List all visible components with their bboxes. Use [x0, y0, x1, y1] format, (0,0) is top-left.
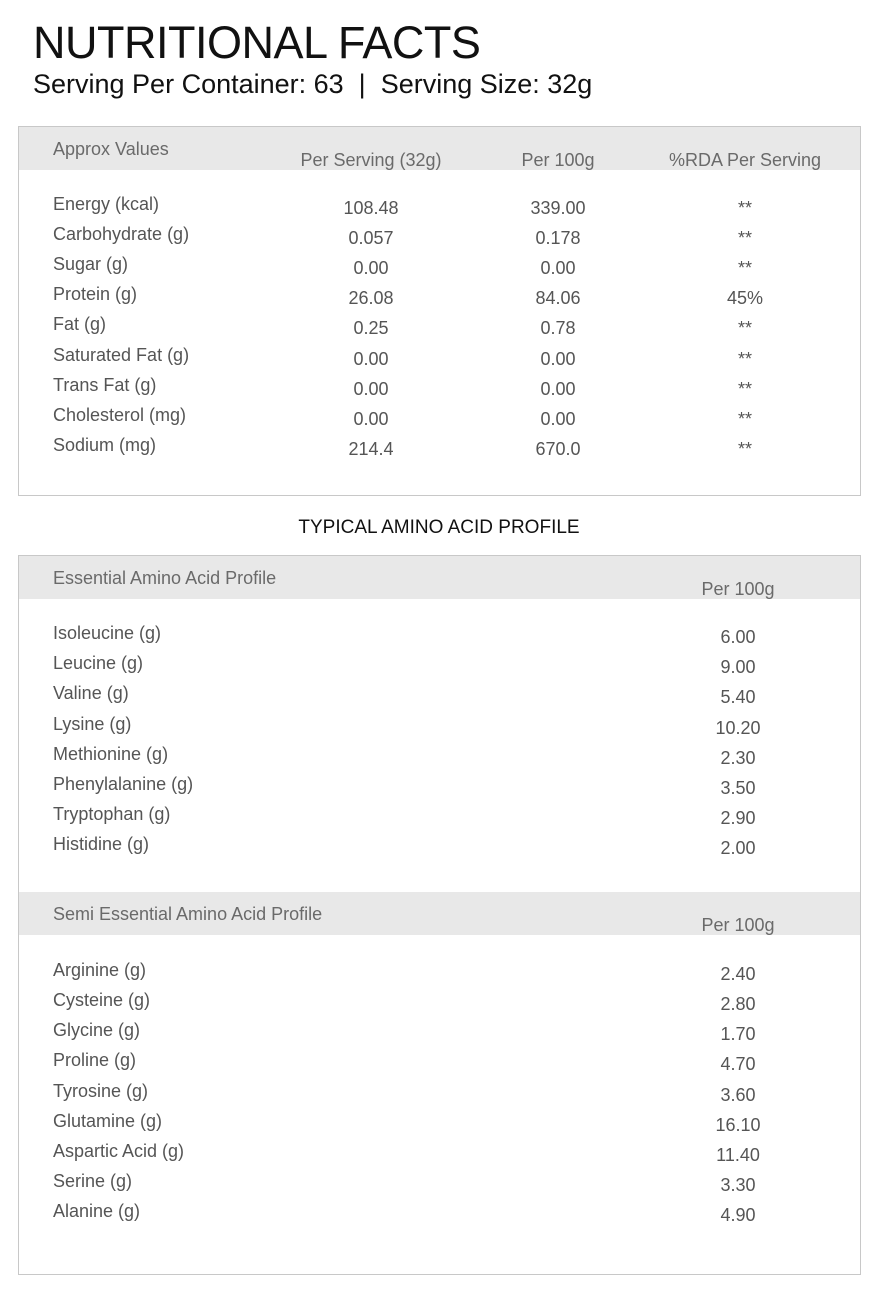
nutrition-row — [19, 279, 860, 309]
essential-amino-row — [19, 618, 860, 648]
nutrient-name: Cholesterol (mg) — [53, 404, 187, 425]
nutrition-row — [19, 430, 860, 460]
amino-acid-value: 5.40 — [720, 687, 756, 708]
per-serving-value: 0.25 — [353, 318, 389, 339]
amino-acid-name: Leucine (g) — [53, 653, 144, 674]
semi-essential-amino-row — [19, 1136, 860, 1166]
nutrition-row — [19, 189, 860, 219]
amino-acid-name: Histidine (g) — [53, 834, 150, 855]
amino-acid-name: Isoleucine (g) — [53, 623, 162, 643]
nutrition-row — [19, 219, 860, 249]
amino-acid-value: 6.00 — [720, 627, 756, 647]
amino-acid-name: Glycine (g) — [53, 1020, 141, 1041]
nutrition-row — [19, 309, 860, 339]
rda-value: ** — [738, 318, 753, 339]
amino-acid-value: 9.00 — [720, 657, 756, 678]
semi-essential-amino-row — [19, 1015, 860, 1045]
amino-acid-value: 2.30 — [720, 747, 756, 768]
per-100g-value: 0.00 — [540, 348, 576, 369]
per-100g-value: 0.78 — [540, 318, 576, 339]
per-100g-value: 339.00 — [530, 198, 586, 218]
column-header-per-serving: Per Serving (32g) — [300, 150, 442, 170]
amino-acid-value: 3.30 — [720, 1175, 756, 1196]
nutrient-name: Protein (g) — [53, 284, 138, 305]
per-100g-value: 0.00 — [540, 258, 576, 279]
amino-acid-value: 10.20 — [715, 717, 761, 738]
essential-header — [19, 556, 860, 599]
semi-essential-amino-row — [19, 1196, 860, 1226]
per-100g-value: 0.178 — [535, 228, 581, 249]
per-serving-value: 0.057 — [348, 228, 394, 249]
per-100g-value: 0.00 — [540, 408, 576, 429]
semi-essential-amino-row — [19, 985, 860, 1015]
rda-value: ** — [738, 258, 753, 279]
amino-acid-value: 4.90 — [720, 1205, 756, 1226]
nutrient-name: Carbohydrate (g) — [53, 224, 190, 245]
amino-acid-value: 3.60 — [720, 1084, 756, 1105]
nutrition-table — [18, 126, 861, 496]
per-100g-value: 84.06 — [535, 288, 581, 309]
essential-amino-row — [19, 648, 860, 678]
semi-essential-header-label: Semi Essential Amino Acid Profile — [53, 904, 323, 924]
amino-acid-name: Aspartic Acid (g) — [53, 1140, 185, 1161]
amino-acid-name: Cysteine (g) — [53, 990, 151, 1011]
per-serving-value: 0.00 — [353, 258, 389, 279]
semi-essential-header — [19, 892, 860, 935]
semi-essential-header-per-100g: Per 100g — [701, 915, 775, 935]
per-serving-value: 108.48 — [343, 198, 399, 218]
column-header-approx-values: Approx Values — [53, 139, 169, 159]
rda-value: ** — [738, 348, 753, 369]
amino-acid-value: 2.40 — [720, 964, 756, 984]
page-title: NUTRITIONAL FACTS — [33, 17, 481, 68]
per-serving-value: 0.00 — [353, 408, 389, 429]
per-100g-value: 670.0 — [535, 438, 581, 459]
amino-acid-value: 16.10 — [715, 1114, 761, 1135]
amino-acid-name: Alanine (g) — [53, 1201, 141, 1222]
nutrient-name: Saturated Fat (g) — [53, 344, 190, 365]
nutrient-name: Sodium (mg) — [53, 434, 157, 455]
amino-acid-name: Phenylalanine (g) — [53, 774, 194, 794]
amino-acid-name: Glutamine (g) — [53, 1110, 163, 1131]
amino-acid-name: Valine (g) — [53, 683, 129, 704]
rda-value: ** — [738, 228, 753, 249]
column-header-rda: %RDA Per Serving — [668, 150, 822, 170]
essential-header-label: Essential Amino Acid Profile — [53, 568, 277, 588]
essential-amino-row — [19, 678, 860, 708]
amino-acid-name: Tyrosine (g) — [53, 1080, 149, 1101]
essential-amino-row — [19, 829, 860, 859]
nutrition-row — [19, 249, 860, 279]
amino-acid-name: Serine (g) — [53, 1171, 133, 1192]
nutrition-row — [19, 340, 860, 370]
column-header-per-100g: Per 100g — [521, 150, 595, 170]
nutrient-name: Sugar (g) — [53, 254, 129, 275]
amino-acid-table — [18, 555, 861, 1275]
nutrition-table-header — [19, 127, 860, 170]
semi-essential-amino-row — [19, 955, 860, 985]
amino-acid-value: 11.40 — [716, 1144, 760, 1165]
rda-value: ** — [738, 378, 753, 399]
amino-acid-name: Proline (g) — [53, 1050, 137, 1071]
essential-header-per-100g: Per 100g — [701, 579, 775, 599]
nutrient-name: Fat (g) — [53, 314, 107, 335]
semi-essential-amino-row — [19, 1045, 860, 1075]
amino-acid-value: 1.70 — [720, 1024, 756, 1045]
semi-essential-amino-row — [19, 1076, 860, 1106]
per-serving-value: 26.08 — [348, 288, 394, 309]
amino-acid-value: 3.50 — [720, 778, 756, 798]
nutrient-name: Trans Fat (g) — [53, 374, 157, 395]
semi-essential-amino-row — [19, 1106, 860, 1136]
essential-amino-row — [19, 739, 860, 769]
amino-acid-value: 4.70 — [720, 1054, 756, 1075]
amino-acid-name: Methionine (g) — [53, 743, 169, 764]
amino-acid-name: Lysine (g) — [53, 713, 132, 734]
amino-section-title: TYPICAL AMINO ACID PROFILE — [298, 517, 580, 538]
nutrient-name: Energy (kcal) — [53, 194, 160, 214]
semi-essential-amino-row — [19, 1166, 860, 1196]
nutrition-row — [19, 400, 860, 430]
rda-value: ** — [738, 438, 753, 459]
rda-value: ** — [738, 408, 753, 429]
serving-info: Serving Per Container: 63 | Serving Size: 32g — [33, 69, 593, 99]
per-serving-value: 0.00 — [353, 348, 389, 369]
amino-acid-value: 2.80 — [720, 994, 756, 1015]
amino-acid-value: 2.90 — [720, 808, 756, 829]
essential-amino-row — [19, 799, 860, 829]
rda-value: 45% — [726, 288, 764, 309]
nutrition-row — [19, 370, 860, 400]
amino-acid-name: Arginine (g) — [53, 960, 147, 980]
per-100g-value: 0.00 — [540, 378, 576, 399]
amino-acid-name: Tryptophan (g) — [53, 804, 171, 825]
essential-amino-row — [19, 769, 860, 799]
amino-acid-value: 2.00 — [720, 838, 756, 859]
rda-value: ** — [738, 198, 753, 218]
essential-amino-row — [19, 709, 860, 739]
per-serving-value: 0.00 — [353, 378, 389, 399]
per-serving-value: 214.4 — [348, 438, 394, 459]
